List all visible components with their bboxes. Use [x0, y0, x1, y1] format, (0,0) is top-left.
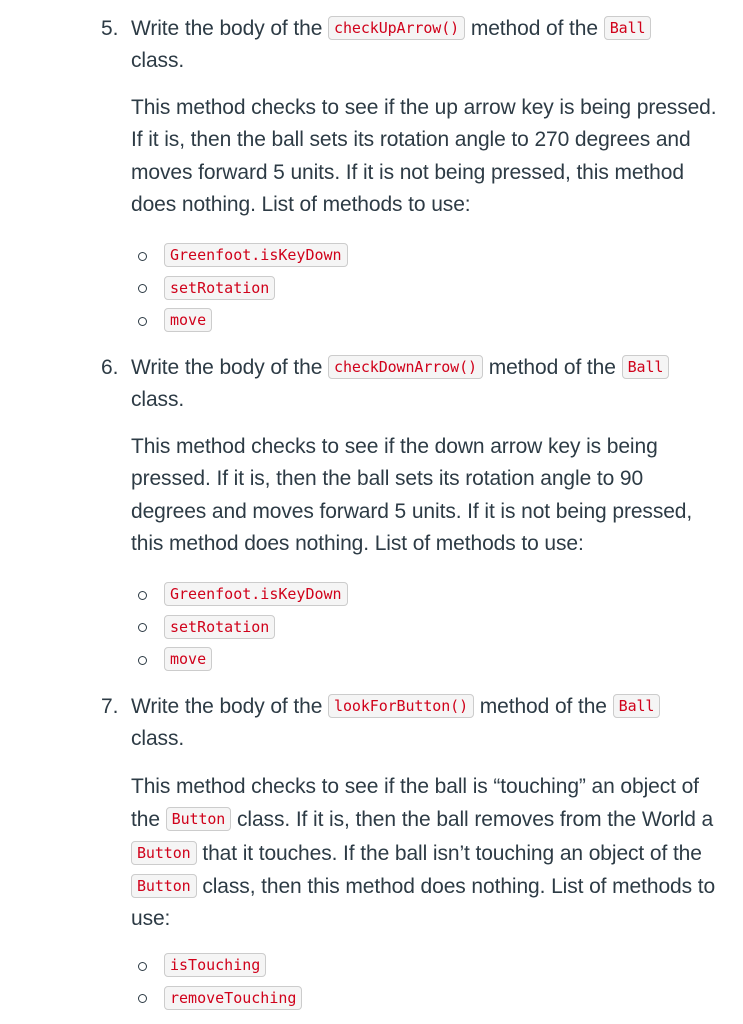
task-7-method-code: lookForButton() [328, 694, 474, 718]
task-5-number: 5. [101, 17, 119, 40]
circle-bullet-icon [138, 252, 147, 261]
task-7-desc-part-3: that it touches. If the ball isn’t touching an object of the [202, 841, 702, 865]
method-code: removeTouching [164, 986, 302, 1010]
task-6-method-list [138, 578, 348, 676]
list-item [138, 982, 302, 1015]
method-code: move [164, 647, 212, 671]
task-7-heading-prefix: Write the body of the [131, 695, 323, 718]
circle-bullet-icon [138, 962, 147, 971]
task-6-method-code: checkDownArrow() [328, 355, 483, 379]
task-7-number: 7. [101, 695, 119, 718]
method-code: setRotation [164, 276, 275, 300]
task-7-class-code: Ball [613, 694, 661, 718]
task-5-description: This method checks to see if the up arrow key is being pressed. If it is, then the ball sets its rotation angle to 270 degrees and moves forward 5 units. If it is not being pressed, this method does nothing. List of methods to use: [131, 96, 717, 216]
task-6-heading-suffix: class. [131, 388, 185, 411]
task-5-heading-middle: method of the [470, 17, 598, 40]
task-6-heading-middle: method of the [488, 356, 616, 379]
task-5-method-code: checkUpArrow() [328, 16, 465, 40]
button-class-code: Button [166, 807, 232, 831]
circle-bullet-icon [138, 994, 147, 1003]
list-item [138, 578, 348, 611]
list-item [138, 611, 348, 644]
task-6-number: 6. [101, 356, 119, 379]
task-5-heading-prefix: Write the body of the [131, 17, 323, 40]
method-code: Greenfoot.isKeyDown [164, 582, 348, 606]
task-7-desc-part-1: This method checks to see if the ball is “touching” an object of the [131, 775, 699, 832]
task-7-description [131, 771, 721, 935]
task-7-desc-part-2: class. If it is, then the ball removes from the World a [237, 808, 714, 832]
button-class-code: Button [131, 841, 197, 865]
task-7-heading [101, 690, 721, 755]
list-item [138, 304, 348, 337]
method-code: move [164, 308, 212, 332]
task-5-heading [101, 12, 721, 77]
button-class-code: Button [131, 874, 197, 898]
list-item [138, 239, 348, 272]
list-item [138, 272, 348, 305]
list-item [138, 949, 302, 982]
task-7-method-list [138, 949, 302, 1014]
task-5-method-list [138, 239, 348, 337]
circle-bullet-icon [138, 656, 147, 665]
task-6-description: This method checks to see if the down arrow key is being pressed. If it is, then the ball sets its rotation angle to 90 degrees and moves forward 5 units. If it is not being pressed, this method does nothing. List of methods to use: [131, 435, 693, 555]
method-code: Greenfoot.isKeyDown [164, 243, 348, 267]
task-7-heading-middle: method of the [479, 695, 607, 718]
method-code: setRotation [164, 615, 275, 639]
list-item [138, 643, 348, 676]
task-6-heading [101, 351, 721, 416]
task-6-heading-prefix: Write the body of the [131, 356, 323, 379]
task-7-heading-suffix: class. [131, 727, 185, 750]
task-7-desc-part-4: class, then this method does nothing. List of methods to use: [131, 874, 716, 931]
circle-bullet-icon [138, 623, 147, 632]
task-5-class-code: Ball [604, 16, 652, 40]
circle-bullet-icon [138, 591, 147, 600]
task-5-heading-suffix: class. [131, 49, 185, 72]
method-code: isTouching [164, 953, 266, 977]
circle-bullet-icon [138, 284, 147, 293]
task-6-class-code: Ball [622, 355, 670, 379]
circle-bullet-icon [138, 317, 147, 326]
